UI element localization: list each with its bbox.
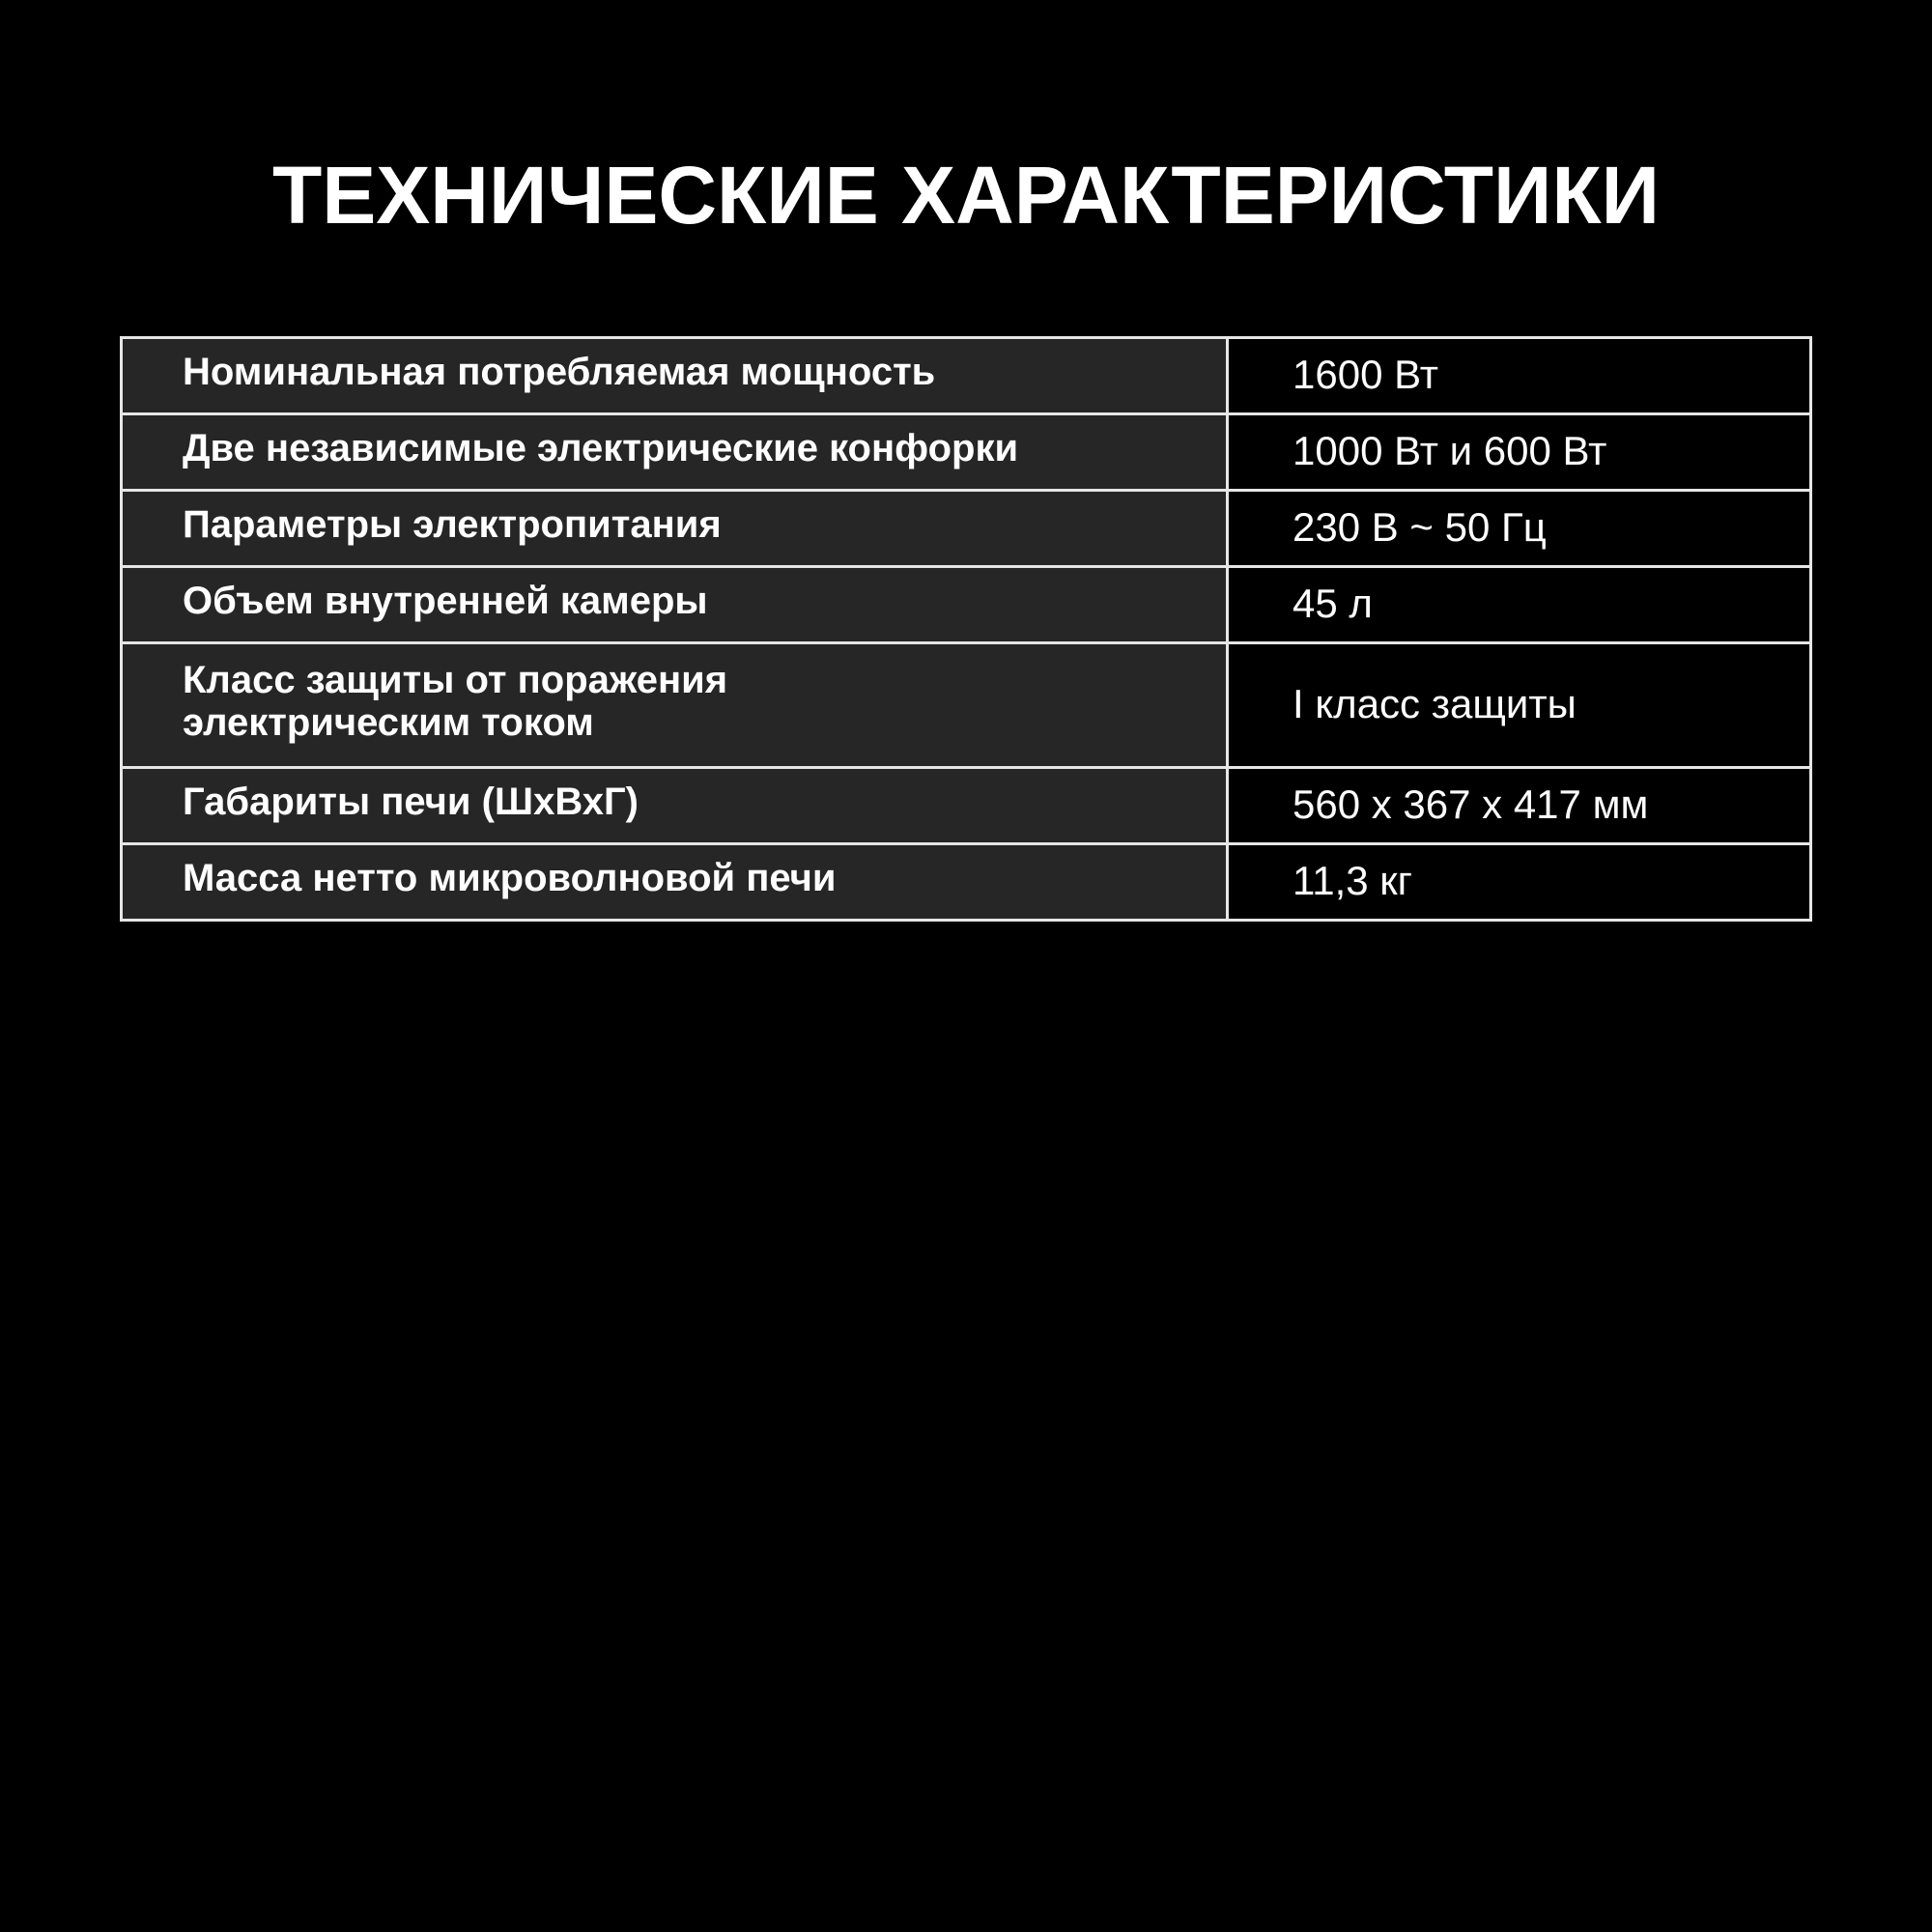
spec-param-label: Габариты печи (ШхВхГ) — [183, 781, 639, 823]
spec-value: 1000 Вт и 600 Вт — [1293, 428, 1607, 473]
spec-row-power-supply — [122, 491, 1811, 567]
page-title: ТЕХНИЧЕСКИЕ ХАРАКТЕРИСТИКИ — [271, 150, 1661, 242]
spec-row-volume — [122, 567, 1811, 643]
spec-row-weight — [122, 844, 1811, 921]
spec-value-cell — [1228, 768, 1811, 844]
spec-value-cell — [1228, 338, 1811, 414]
spec-value: 1600 Вт — [1293, 352, 1438, 397]
spec-param-label: Класс защиты от поражения электрическим током — [183, 659, 728, 744]
spec-value: 45 л — [1293, 581, 1373, 626]
spec-param-cell — [122, 338, 1228, 414]
spec-value-cell — [1228, 491, 1811, 567]
spec-row-burners — [122, 414, 1811, 491]
spec-row-dimensions — [122, 768, 1811, 844]
spec-param-cell — [122, 768, 1228, 844]
spec-param-label: Масса нетто микроволновой печи — [183, 857, 837, 899]
spec-param-label: Параметры электропитания — [183, 503, 722, 546]
spec-value-cell — [1228, 567, 1811, 643]
spec-row-protection-class — [122, 643, 1811, 768]
spec-param-label: Номинальная потребляемая мощность — [183, 351, 936, 393]
spec-param-cell — [122, 414, 1228, 491]
spec-value: 230 В ~ 50 Гц — [1293, 504, 1547, 550]
spec-row-power — [122, 338, 1811, 414]
spec-param-label: Объем внутренней камеры — [183, 580, 708, 622]
spec-value-cell — [1228, 844, 1811, 921]
spec-value-cell — [1228, 643, 1811, 768]
spec-param-cell — [122, 491, 1228, 567]
spec-value-cell — [1228, 414, 1811, 491]
spec-value: 560 х 367 х 417 мм — [1293, 781, 1649, 827]
spec-param-label: Две независимые электрические конфорки — [183, 427, 1019, 469]
spec-param-cell — [122, 844, 1228, 921]
spec-value: 11,3 кг — [1293, 858, 1412, 903]
specifications-table — [120, 336, 1812, 922]
spec-value: I класс защиты — [1293, 681, 1577, 726]
spec-param-cell — [122, 567, 1228, 643]
spec-param-cell — [122, 643, 1228, 768]
